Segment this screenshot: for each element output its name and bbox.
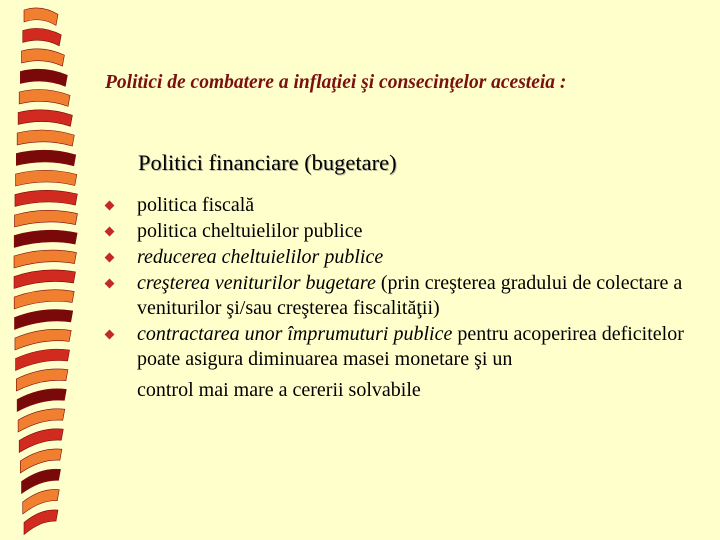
spiral-coil [14, 250, 76, 268]
diamond-bullet-icon [105, 279, 115, 289]
slide-title: Politici de combatere a inflaţiei şi consecinţelor acesteia : [105, 72, 567, 93]
spiral-coil [24, 8, 58, 26]
list-item [106, 271, 706, 321]
spiral-coil [19, 90, 70, 107]
spiral-coil [22, 49, 65, 66]
spiral-coil [16, 369, 68, 391]
spiral-coil [20, 69, 67, 86]
diamond-bullet-icon [105, 330, 115, 340]
spiral-coil [17, 389, 66, 412]
bullet-text-italic: contractarea unor împrumuturi publice [137, 323, 453, 345]
bullet-text: (prin creşterea gradului de colectare a veniturilor şi/sau creşterea fiscalităţii) [137, 272, 683, 319]
spiral-coil [24, 510, 58, 535]
spiral-coil [16, 170, 77, 186]
spiral-coil [14, 290, 74, 309]
bullet-text: control mai mare a cererii solvabile [137, 379, 421, 401]
spiral-coil [17, 130, 74, 146]
diamond-bullet-icon [105, 227, 115, 237]
spiral-binding-decoration [0, 0, 110, 540]
diamond-bullet-icon [105, 253, 115, 263]
spiral-coil [14, 270, 75, 289]
spiral-coil [14, 310, 72, 330]
list-item [106, 193, 706, 218]
spiral-coil [16, 349, 70, 370]
bullet-text: politica cheltuielilor publice [137, 220, 363, 242]
diamond-bullet-icon [105, 201, 115, 211]
list-item [106, 245, 706, 270]
bullet-text: politica fiscală [137, 194, 255, 216]
spiral-coil [14, 210, 77, 227]
bullet-text-italic: reducerea cheltuielilor publice [137, 246, 384, 268]
bullet-text-italic: creşterea veniturilor bugetare [137, 272, 376, 294]
spiral-coil [23, 28, 62, 45]
slide-subtitle: Politici financiare (bugetare) [138, 150, 397, 175]
spiral-coil [14, 230, 77, 247]
spiral-coil [16, 150, 76, 166]
list-item [106, 322, 706, 403]
spiral-coil [18, 110, 72, 127]
bullet-list [106, 193, 706, 404]
list-item [106, 219, 706, 244]
bullet-text: pentru acoperirea deficitelor poate asigura diminuarea masei monetare şi un [137, 323, 684, 370]
spiral-coil [15, 329, 71, 350]
spiral-coil [15, 190, 77, 206]
